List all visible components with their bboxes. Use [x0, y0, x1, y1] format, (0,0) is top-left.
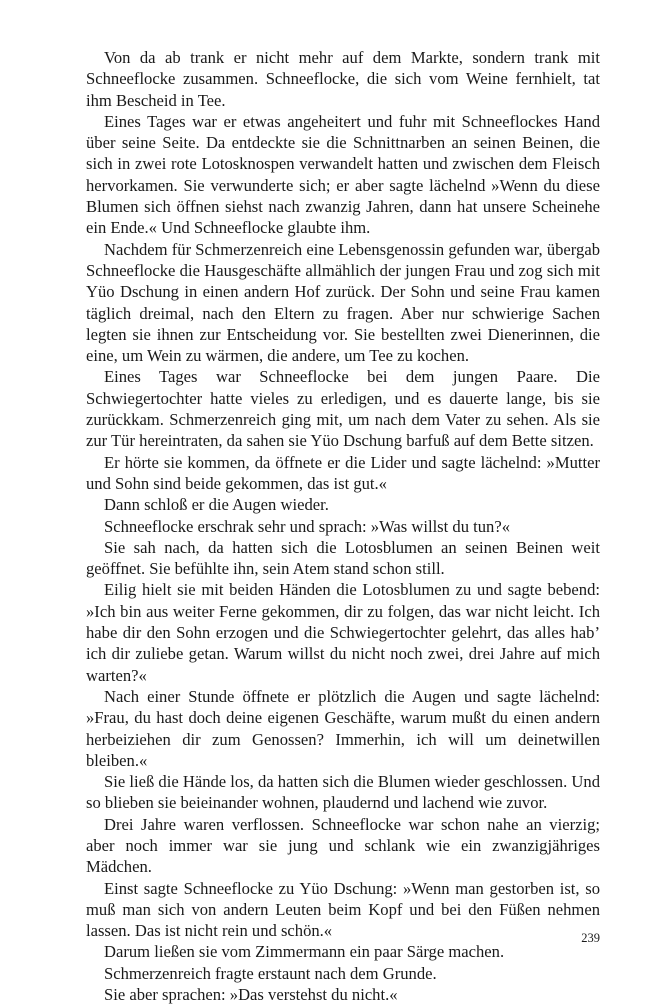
paragraph-10: Nach einer Stunde öffnete er plötzlich die Augen und sagte lächelnd: »Frau, du hast doch deine eigenen Geschäfte, warum mußt du einen andern herbeiziehen dir zum Genossen? Immerhin, ich will um deinetwillen bleiben.«	[86, 686, 600, 770]
page-text	[86, 47, 600, 1005]
paragraph-5: Er hörte sie kommen, da öffnete er die Lider und sagte lächelnd: »Mutter und Sohn sind beide gekommen, das ist gut.«	[86, 452, 600, 493]
paragraph-1: Von da ab trank er nicht mehr auf dem Markte, sondern trank mit Schneeflocke zusammen. Schneeflocke, die sich vom Weine fernhielt, tat ihm Bescheid in Tee.	[86, 48, 600, 110]
paragraph-11: Sie ließ die Hände los, da hatten sich die Blumen wieder geschlossen. Und so blieben sie beieinander wohnen, plaudernd und lachend wie zuvor.	[86, 772, 600, 813]
paragraph-6: Dann schloß er die Augen wieder.	[104, 495, 329, 515]
paragraph-3: Nachdem für Schmerzenreich eine Lebensgenossin gefunden war, übergab Schneeflocke die Hausgeschäfte allmählich der jungen Frau und zog sich mit Yüo Dschung in einen andern Hof zurück. Der Sohn und seine Frau kamen täglich dreimal, nach den Eltern zu fragen. Aber nur schwierige Sachen legten sie ihnen zur Entscheidung vor. Sie bestellten zwei Dienerinnen, die eine, um Wein zu wärmen, die andere, um Tee zu kochen.	[86, 239, 600, 366]
paragraph-16: Sie aber sprachen: »Das verstehst du nicht.«	[104, 985, 398, 1005]
paragraph-7: Schneeflocke erschrak sehr und sprach: »Was willst du tun?«	[104, 516, 511, 536]
paragraph-15: Schmerzenreich fragte erstaunt nach dem Grunde.	[104, 963, 437, 983]
paragraph-12: Drei Jahre waren verflossen. Schneeflocke war schon nahe an vierzig; aber noch immer war sie jung und schlank wie ein zwanzigjähriges Mädchen.	[86, 814, 600, 877]
paragraph-8: Sie sah nach, da hatten sich die Lotosblumen an seinen Beinen weit geöffnet. Sie befühlte ihn, sein Atem stand schon still.	[86, 537, 600, 579]
page-number: 239	[581, 931, 600, 945]
paragraph-9: Eilig hielt sie mit beiden Händen die Lotosblumen zu und sagte bebend: »Ich bin aus weiter Ferne gekommen, dir zu folgen, das war nicht leicht. Ich habe dir den Sohn erzogen und die Schwiegertochter gelehrt, das alles hab’ ich dir zuliebe getan. Warum willst du nicht noch zwei, drei Jahre auf mich warten?«	[86, 580, 600, 685]
paragraph-13: Einst sagte Schneeflocke zu Yüo Dschung: »Wenn man gestorben ist, so muß man sich von andern Leuten beim Kopf und bei den Füßen nehmen lassen. Das ist nicht rein und schön.«	[86, 878, 600, 941]
paragraph-14: Darum ließen sie vom Zimmermann ein paar Särge machen.	[104, 942, 505, 962]
paragraph-2: Eines Tages war er etwas angeheitert und fuhr mit Schneeflockes Hand über seine Seite. Da entdeckte sie die Schnittnarben an seinen Beinen, die sich in zwei rote Lotosknospen verwandelt hatten und zwischen dem Fleisch hervorkamen. Sie verwunderte sich; er aber sagte lächelnd »Wenn du diese Blumen sich öffnen siehst nach zwanzig Jahren, dann hat unsere Scheinehe ein Ende.« Und Schneeflocke glaubte ihm.	[86, 111, 600, 238]
paragraph-4: Eines Tages war Schneeflocke bei dem jungen Paare. Die Schwiegertochter hatte vieles zu erledigen, und es dauerte lange, bis sie zurückkam. Schmerzenreich ging mit, um nach dem Vater zu sehen. Als sie zur Tür hereintraten, da sahen sie Yüo Dschung barfuß auf dem Bette sitzen.	[86, 367, 600, 451]
